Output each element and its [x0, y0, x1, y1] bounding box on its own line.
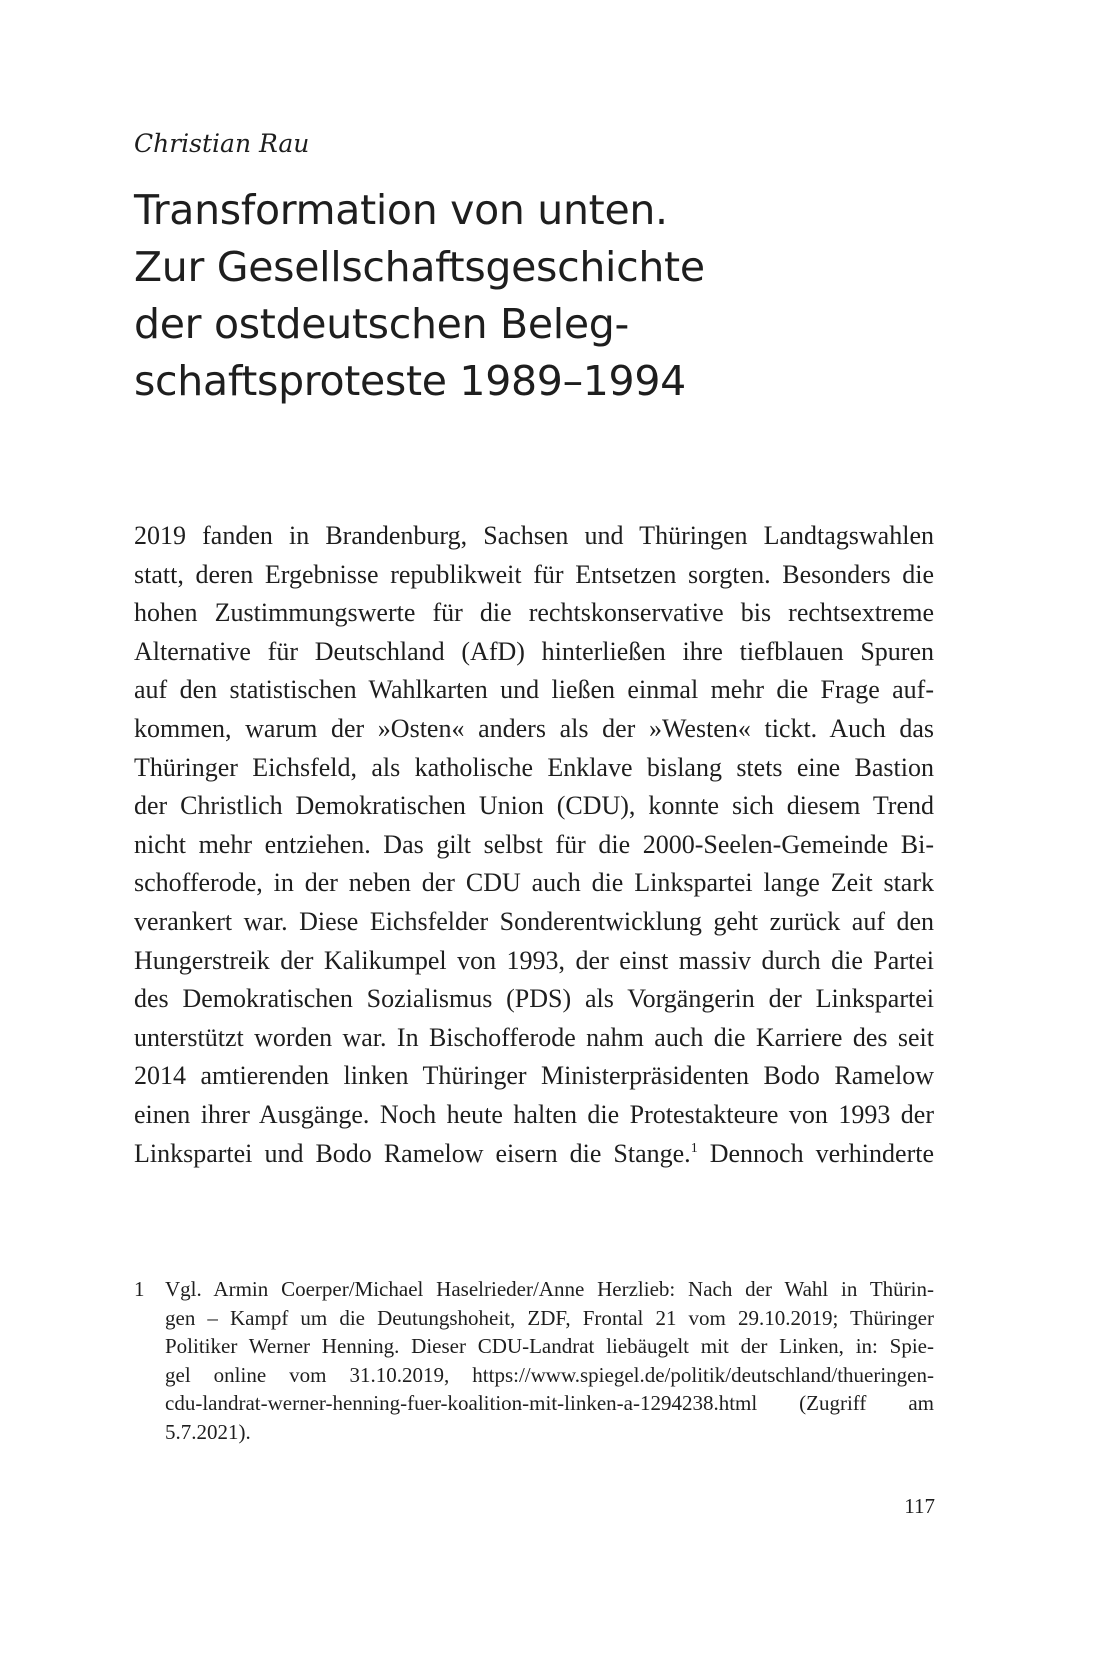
body-line: nicht mehr entziehen. Das gilt selbst für die 2000-Seelen-Gemeinde Bi-: [134, 829, 934, 859]
body-line: Alternative für Deutschland (AfD) hinterließen ihre tiefblauen Spuren: [134, 636, 934, 666]
title-line: Transformation von unten.: [134, 186, 668, 234]
body-line: schofferode, in der neben der CDU auch die Linkspartei lange Zeit stark: [134, 868, 934, 898]
body-line-last: [134, 1135, 934, 1174]
title-line: Zur Gesellschaftsgeschichte: [134, 243, 705, 291]
title-line: der ostdeutschen Beleg-: [134, 300, 629, 348]
body-line: Hungerstreik der Kalikumpel von 1993, der einst massiv durch die Partei: [134, 945, 934, 975]
footnote: [134, 1275, 934, 1446]
page-number: 117: [904, 1494, 935, 1518]
footnote-line: gen – Kampf um die Deutungshoheit, ZDF, Frontal 21 vom 29.10.2019; Thüringer: [165, 1305, 934, 1330]
chapter-title: [134, 182, 934, 410]
body-line: einen ihrer Ausgänge. Noch heute halten die Protestakteure von 1993 der: [134, 1099, 934, 1129]
footnote-line: Politiker Werner Henning. Dieser CDU-Landrat liebäugelt mit der Linken, in: Spie-: [165, 1334, 934, 1358]
footnote-number: 1: [134, 1277, 145, 1301]
body-line: hohen Zustimmungswerte für die rechtskonservative bis rechtsextreme: [134, 598, 934, 628]
body-line: statt, deren Ergebnisse republikweit für Entsetzen sorgten. Besonders die: [134, 559, 934, 589]
body-line: verankert war. Diese Eichsfelder Sonderentwicklung geht zurück auf den: [134, 906, 934, 936]
body-line-text: Dennoch verhinderte: [697, 1138, 934, 1168]
body-line: 2014 amtierenden linken Thüringer Ministerpräsidenten Bodo Ramelow: [134, 1061, 934, 1091]
body-line-text: Linkspartei und Bodo Ramelow eisern die Stange.: [134, 1138, 691, 1168]
body-text: [134, 517, 934, 1173]
footnote-reference[interactable]: 1: [690, 1140, 698, 1156]
title-line: schaftsproteste 1989–1994: [134, 357, 686, 405]
body-line: auf den statistischen Wahlkarten und ließen einmal mehr die Frage auf-: [134, 675, 934, 705]
body-line: kommen, warum der »Osten« anders als der »Westen« tickt. Auch das: [134, 713, 934, 743]
body-line: unterstützt worden war. In Bischofferode nahm auch die Karriere des seit: [134, 1022, 934, 1052]
chapter-author: Christian Rau: [134, 129, 310, 158]
body-line: Thüringer Eichsfeld, als katholische Enklave bislang stets eine Bastion: [134, 752, 934, 782]
footnote-line: 5.7.2021).: [165, 1419, 251, 1444]
body-line: der Christlich Demokratischen Union (CDU), konnte sich diesem Trend: [134, 791, 934, 821]
body-line: des Demokratischen Sozialismus (PDS) als Vorgängerin der Linkspartei: [134, 984, 934, 1014]
footnote-line: cdu-landrat-werner-henning-fuer-koalition-mit-linken-a-1294238.html (Zugriff am: [165, 1391, 934, 1415]
footnote-line: Vgl. Armin Coerper/Michael Haselrieder/Anne Herzlieb: Nach der Wahl in Thürin-: [165, 1277, 934, 1301]
footnote-line: gel online vom 31.10.2019, https://www.spiegel.de/politik/deutschland/thueringen-: [165, 1362, 934, 1387]
body-line: 2019 fanden in Brandenburg, Sachsen und Thüringen Landtagswahlen: [134, 521, 934, 550]
footnote-text: [165, 1275, 934, 1446]
